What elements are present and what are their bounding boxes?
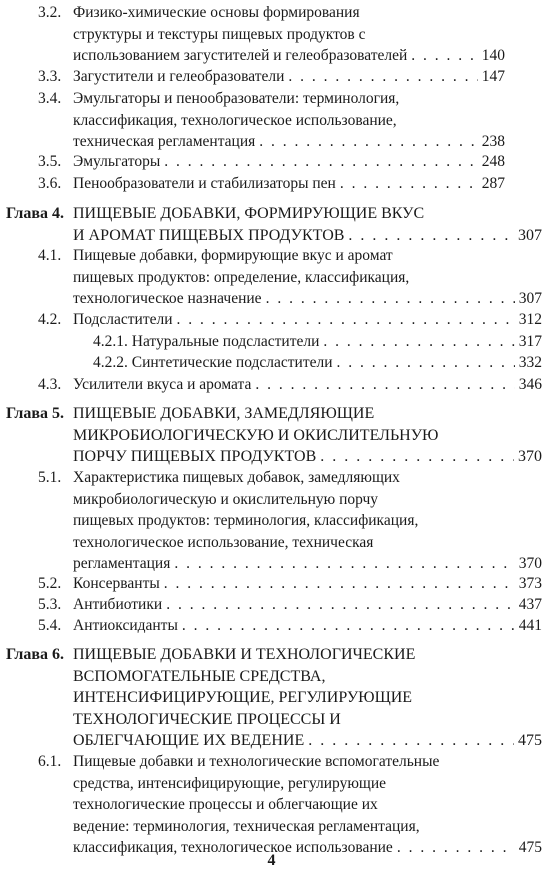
leader-dots (337, 352, 515, 374)
entry-text-line: пищевых продуктов: терминология, классификация, (73, 512, 419, 529)
entry-text-line: 4.2.1. Натуральные подсластители (93, 333, 320, 350)
entry-number: 4.3. (38, 376, 62, 393)
chapter-number: Глава 4. (6, 205, 64, 222)
chapter-title-line: ОБЛЕГЧАЮЩИЕ ИХ ВЕДЕНИЕ (73, 732, 305, 749)
chapter-number: Глава 5. (6, 405, 64, 422)
entry-text-line: Пищевые добавки, формирующие вкус и аромат (73, 247, 393, 264)
entry-number: 4.2. (38, 311, 62, 328)
leader-dots (182, 615, 515, 637)
page-number: 370 (518, 555, 542, 572)
entry-text-line: классификация, технологическое использование (73, 839, 393, 856)
entry-number: 3.4. (38, 90, 62, 107)
entry-text-line: ведение: терминология, техническая регламентация, (73, 817, 420, 835)
page-number: 238 (481, 133, 505, 150)
page-number: 373 (518, 575, 542, 592)
page-number: 307 (518, 290, 542, 307)
entry-text-line: Пенообразователи и стабилизаторы пен (73, 175, 336, 192)
entry-text-line: пищевых продуктов: определение, классификация, (73, 268, 410, 286)
entry-text-line: классификация, технологическое использование, (73, 111, 397, 129)
leader-dots (323, 331, 514, 353)
page-number: 437 (518, 596, 542, 613)
entry-number: 5.2. (38, 575, 62, 592)
entry-text-line: средства, интенсифицирующие, регулирующие (73, 774, 387, 792)
chapter-title-line: ИНТЕНСИФИЦИРУЮЩИЕ, РЕГУЛИРУЮЩИЕ (73, 689, 413, 706)
leader-dots (174, 553, 514, 575)
page-number: 346 (518, 376, 542, 393)
entry-number: 4.1. (38, 247, 62, 264)
page-number: 287 (481, 175, 505, 192)
entry-number: 3.2. (38, 4, 62, 21)
page-number: 441 (518, 617, 542, 634)
entry-number: 5.1. (38, 469, 62, 486)
page-number: 140 (481, 47, 505, 64)
chapter-title-line: ПИЩЕВЫЕ ДОБАВКИ, ЗАМЕДЛЯЮЩИЕ (73, 405, 375, 422)
leader-dots (266, 288, 515, 310)
entry-text-line: Эмульгаторы и пенообразователи: терминология, (73, 90, 400, 107)
page-footer-number: 4 (267, 852, 276, 869)
page-number: 332 (518, 354, 542, 371)
entry-text-line: техническая регламентация (73, 133, 256, 150)
leader-dots (320, 446, 514, 468)
leader-dots (348, 225, 514, 247)
entry-number: 6.1. (38, 753, 62, 770)
entry-number: 3.6. (38, 175, 62, 192)
chapter-title-line: ТЕХНОЛОГИЧЕСКИЕ ПРОЦЕССЫ И (73, 710, 341, 728)
page-number: 312 (518, 311, 542, 328)
chapter-title-line: И АРОМАТ ПИЩЕВЫХ ПРОДУКТОВ (73, 226, 345, 244)
leader-dots (164, 151, 478, 173)
entry-number: 3.3. (38, 68, 62, 85)
page-number: 147 (481, 68, 505, 85)
entry-text-line: Характеристика пищевых добавок, замедляющих (73, 469, 400, 486)
leader-dots (411, 45, 477, 67)
chapter-title-line: ПИЩЕВЫЕ ДОБАВКИ, ФОРМИРУЮЩИЕ ВКУС (73, 205, 425, 222)
leader-dots (288, 66, 477, 88)
entry-text-line: регламентация (73, 555, 171, 572)
entry-text-line: Эмульгаторы (73, 153, 161, 170)
entry-text-line: Загустители и гелеобразователи (73, 68, 285, 85)
page-number: 475 (518, 732, 542, 749)
leader-dots (164, 573, 515, 595)
leader-dots (308, 730, 514, 752)
leader-dots (255, 374, 514, 396)
chapter-title-line: ПИЩЕВЫЕ ДОБАВКИ И ТЕХНОЛОГИЧЕСКИЕ (73, 646, 416, 663)
page-number: 475 (518, 839, 542, 856)
entry-text-line: технологическое назначение (73, 290, 262, 307)
entry-text-line: Подсластители (73, 311, 173, 328)
entry-text-line: Пищевые добавки и технологические вспомогательные (73, 753, 440, 770)
entry-text-line: Консерванты (73, 575, 160, 592)
entry-number: 5.4. (38, 617, 62, 634)
entry-text-line: Физико-химические основы формирования (73, 4, 360, 21)
chapter-title-line: ПОРЧУ ПИЩЕВЫХ ПРОДУКТОВ (73, 448, 317, 465)
page-number: 307 (518, 226, 542, 244)
entry-text-line: микробиологическую и окислительную порчу (73, 490, 379, 508)
leader-dots (177, 309, 515, 331)
entry-text-line: Антиоксиданты (73, 617, 178, 634)
leader-dots (259, 131, 477, 153)
entry-number: 5.3. (38, 596, 62, 613)
entry-text-line: технологическое использование, техническая (73, 533, 374, 551)
entry-text-line: структуры и текстуры пищевых продуктов с (73, 25, 366, 43)
page-number: 317 (518, 333, 542, 350)
page-number: 248 (481, 153, 505, 170)
entry-text-line: 4.2.2. Синтетические подсластители (93, 354, 333, 371)
chapter-title-line: ВСПОМОГАТЕЛЬНЫЕ СРЕДСТВА, (73, 667, 326, 685)
leader-dots (340, 173, 478, 195)
leader-dots (166, 594, 515, 616)
entry-text-line: Антибиотики (73, 596, 163, 613)
chapter-number: Глава 6. (6, 646, 64, 663)
entry-text-line: технологические процессы и облегчающие их (73, 796, 378, 813)
entry-number: 3.5. (38, 153, 62, 170)
page-number: 370 (518, 448, 542, 465)
entry-text-line: Усилители вкуса и аромата (73, 376, 252, 393)
entry-text-line: использованием загустителей и гелеобразователей (73, 47, 408, 64)
chapter-title-line: МИКРОБИОЛОГИЧЕСКУЮ И ОКИСЛИТЕЛЬНУЮ (73, 426, 439, 444)
